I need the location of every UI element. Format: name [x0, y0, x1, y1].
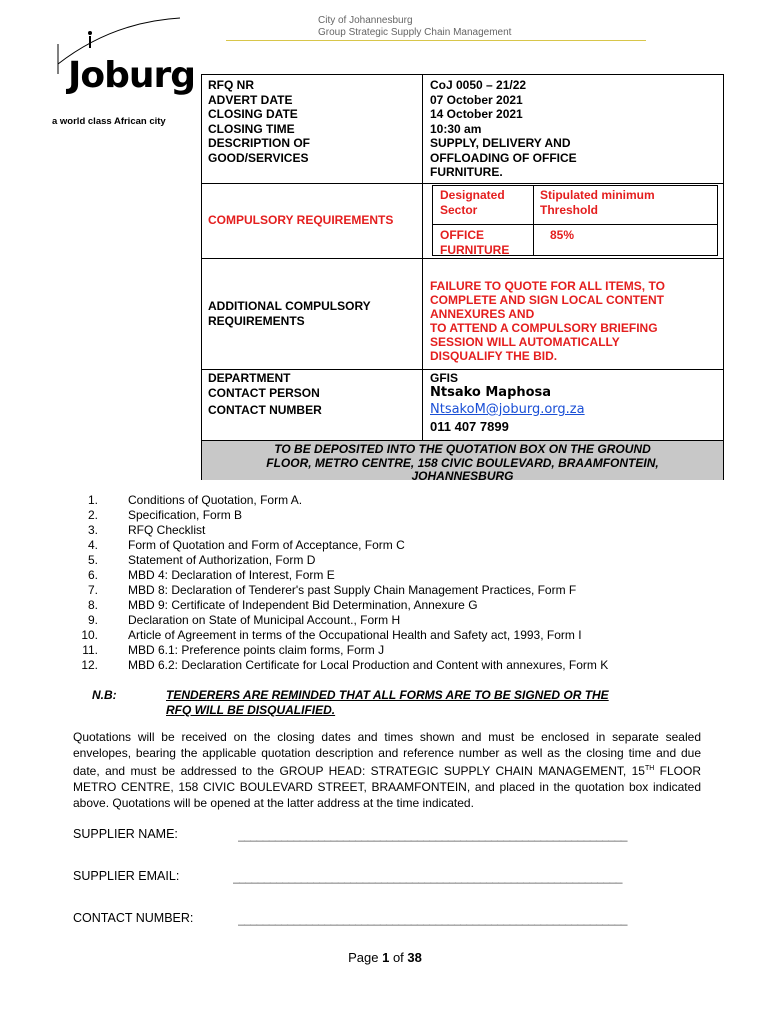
- paragraph-superscript: TH: [644, 765, 655, 772]
- list-text: Form of Quotation and Form of Acceptance, Form C: [128, 538, 405, 552]
- list-number: 12.: [81, 658, 98, 672]
- page-total: 38: [407, 950, 422, 965]
- list-text: MBD 4: Declaration of Interest, Form E: [128, 568, 335, 582]
- deposit-line: JOHANNESBURG: [411, 469, 514, 483]
- additional-requirements-text: SESSION WILL AUTOMATICALLY: [430, 335, 620, 349]
- additional-requirements-label-2: REQUIREMENTS: [208, 314, 305, 328]
- list-text: RFQ Checklist: [128, 523, 206, 537]
- closing-time-label: CLOSING TIME: [208, 121, 295, 136]
- contact-number-value: 011 407 7899: [430, 419, 509, 434]
- paragraph-text: Quotations will be received on the closing dates and times shown and must be enclosed in separate sealed envelopes, bearing the applicable quotation description and reference number as well as the closing time and due date, and must be addressed to the GROUP HEAD: STRATEGIC SUPPLY CHAIN MANAGEMENT, 15: [73, 730, 701, 778]
- description-label: DESCRIPTION OF: [208, 136, 311, 150]
- submission-paragraph: [73, 729, 701, 811]
- list-number: 8.: [87, 598, 98, 612]
- deposit-line: FLOOR, METRO CENTRE, 158 CIVIC BOULEVARD, BRAAMFONTEIN,: [266, 455, 659, 470]
- rfq-table: [201, 74, 724, 483]
- list-number: 2.: [87, 508, 98, 522]
- additional-requirements-text: ANNEXURES AND: [430, 307, 535, 321]
- supplier-name-label: SUPPLIER NAME:: [73, 827, 178, 841]
- contact-number-field-label: CONTACT NUMBER:: [73, 911, 194, 925]
- sector-value: OFFICE: [440, 228, 484, 242]
- inner-divider: [533, 186, 534, 255]
- paragraph-text: FLOOR METRO CENTRE, 158 CIVIC BOULEVARD STREET, BRAAMFONTEIN, and placed in the quotation box indicated above. Quotations will be opened at the latter address at the time indicated.: [73, 764, 701, 810]
- header-rule: [226, 40, 646, 41]
- list-text: Declaration on State of Municipal Account., Form H: [128, 613, 401, 627]
- list-number: 1.: [87, 493, 98, 507]
- list-text: MBD 6.1: Preference points claim forms, Form J: [128, 643, 385, 657]
- list-number: 4.: [87, 538, 98, 552]
- list-number: 11.: [82, 643, 98, 657]
- page-current: 1: [382, 950, 390, 965]
- joburg-logo: [52, 14, 196, 134]
- list-text: Statement of Authorization, Form D: [128, 553, 316, 567]
- rfq-nr-label: RFQ NR: [208, 78, 254, 92]
- additional-requirements-label: ADDITIONAL COMPULSORY: [208, 299, 371, 313]
- description-value: SUPPLY, DELIVERY AND: [430, 136, 571, 150]
- list-text: Article of Agreement in terms of the Occupational Health and Safety act, 1993, Form I: [128, 628, 582, 642]
- department-value: GFIS: [430, 371, 459, 385]
- description-value-2: OFFLOADING OF OFFICE: [430, 150, 577, 165]
- page-word: Page: [348, 950, 379, 965]
- contact-person-label: CONTACT PERSON: [208, 386, 320, 400]
- department-label: DEPARTMENT: [208, 371, 291, 385]
- description-label-2: GOOD/SERVICES: [208, 150, 309, 165]
- supplier-email-label: SUPPLIER EMAIL:: [73, 869, 180, 883]
- nb-label: N.B:: [92, 688, 117, 702]
- deposit-line: TO BE DEPOSITED INTO THE QUOTATION BOX ON THE GROUND: [274, 442, 651, 456]
- list-number: 10.: [81, 628, 98, 642]
- list-number: 6.: [87, 568, 98, 582]
- list-text: MBD 8: Declaration of Tenderer's past Supply Chain Management Practices, Form F: [128, 583, 577, 597]
- logo-wordmark: Joburg: [68, 55, 196, 96]
- logo-tagline: a world class African city: [52, 116, 166, 127]
- additional-requirements-text: DISQUALIFY THE BID.: [430, 349, 558, 363]
- inner-divider: [433, 224, 717, 225]
- list-number: 3.: [87, 523, 98, 537]
- closing-date-value: 14 October 2021: [430, 107, 523, 121]
- description-value-3: FURNITURE.: [430, 165, 503, 179]
- additional-requirements-text: COMPLETE AND SIGN LOCAL CONTENT: [430, 293, 664, 307]
- contact-number-label: CONTACT NUMBER: [208, 403, 322, 417]
- header-department: Group Strategic Supply Chain Management: [318, 27, 512, 38]
- page-of: of: [392, 950, 404, 965]
- nb-warning-line: RFQ WILL BE DISQUALIFIED.: [166, 702, 336, 717]
- sector-threshold-table: [432, 185, 718, 256]
- additional-requirements-text: FAILURE TO QUOTE FOR ALL ITEMS, TO: [430, 279, 665, 293]
- compulsory-requirements-label: COMPULSORY REQUIREMENTS: [208, 213, 394, 227]
- rfq-nr-value: CoJ 0050 – 21/22: [430, 78, 527, 92]
- row-divider: [202, 258, 723, 259]
- contact-email-link[interactable]: NtsakoM@joburg.org.za: [430, 402, 585, 417]
- threshold-value: 85%: [550, 228, 575, 242]
- designated-sector-header-2: Sector: [440, 202, 478, 217]
- designated-sector-header: Designated: [440, 188, 505, 202]
- list-number: 5.: [87, 553, 98, 567]
- closing-date-label: CLOSING DATE: [208, 107, 298, 121]
- advert-date-label: ADVERT DATE: [208, 92, 293, 107]
- list-text: MBD 9: Certificate of Independent Bid Determination, Annexure G: [128, 598, 478, 612]
- deposit-instructions: [202, 440, 723, 483]
- sector-value-2: FURNITURE: [440, 242, 510, 257]
- row-divider: [202, 369, 723, 370]
- header-city: City of Johannesburg: [318, 15, 413, 26]
- page-number: [0, 950, 770, 965]
- nb-warning: [166, 688, 666, 717]
- additional-requirements-text: TO ATTEND A COMPULSORY BRIEFING: [430, 321, 658, 335]
- nb-warning-line: TENDERERS ARE REMINDED THAT ALL FORMS ARE TO BE SIGNED OR THE: [166, 688, 609, 702]
- list-number: 9.: [87, 613, 98, 627]
- threshold-header: Stipulated minimum: [540, 188, 655, 202]
- row-divider: [202, 183, 723, 184]
- list-text: MBD 6.2: Declaration Certificate for Local Production and Content with annexures, Form K: [128, 658, 609, 672]
- list-text: Conditions of Quotation, Form A.: [128, 493, 303, 507]
- supplier-name-field[interactable]: _______________________________________________________________: [238, 828, 627, 842]
- list-text: Specification, Form B: [128, 508, 243, 522]
- list-number: 7.: [87, 583, 98, 597]
- threshold-header-2: Threshold: [540, 202, 599, 217]
- advert-date-value: 07 October 2021: [430, 92, 523, 107]
- contact-number-field[interactable]: _______________________________________________________________: [238, 912, 627, 926]
- contact-person-value: Ntsako Maphosa: [430, 385, 552, 400]
- closing-time-value: 10:30 am: [430, 121, 482, 136]
- supplier-email-field[interactable]: _______________________________________________________________: [233, 870, 622, 884]
